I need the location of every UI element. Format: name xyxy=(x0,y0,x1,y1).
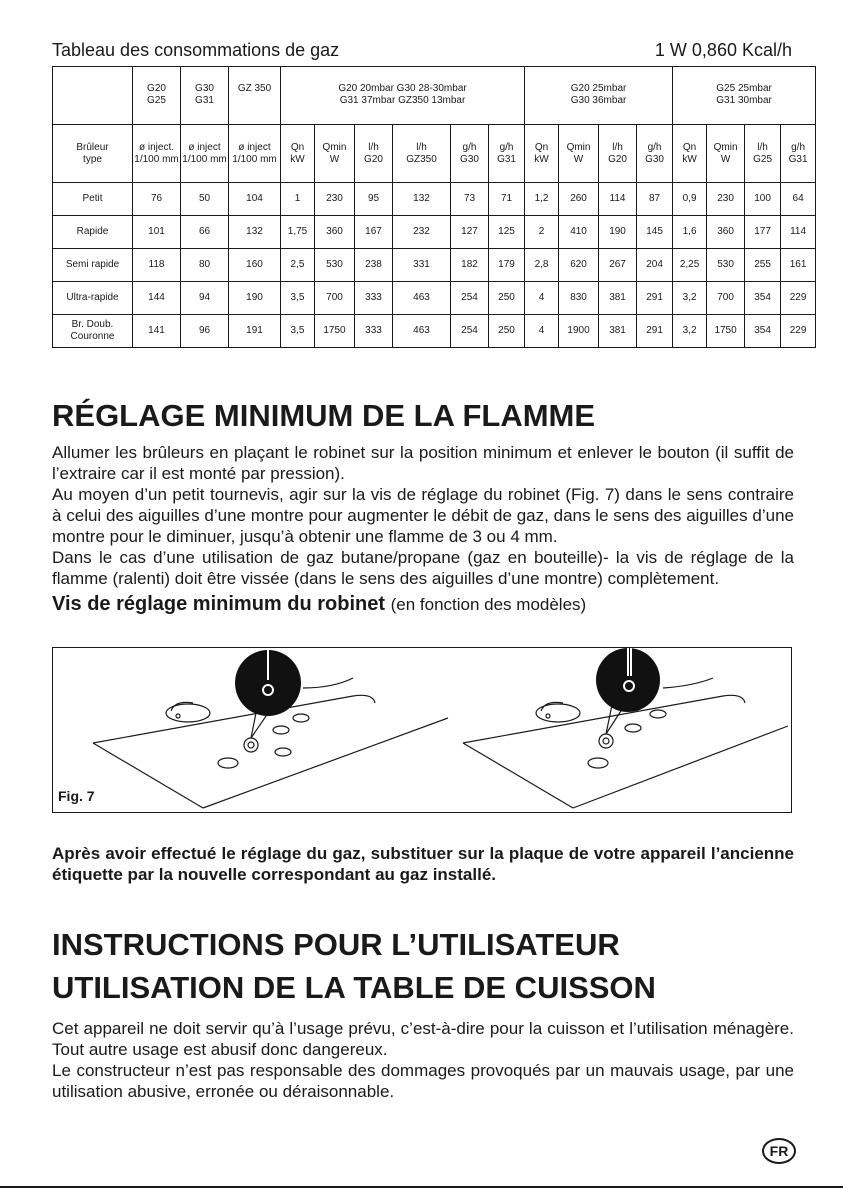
gas-consumption-table xyxy=(52,66,816,348)
table-cell: 161 xyxy=(781,249,816,282)
burner-type-cell: Semi rapide xyxy=(53,249,133,282)
table-cell: 50 xyxy=(181,183,229,216)
table-cell: 230 xyxy=(315,183,355,216)
subheader-cell: g/h G30 xyxy=(451,125,489,183)
table-cell: 1900 xyxy=(559,315,599,348)
subheader-cell: l/h G25 xyxy=(745,125,781,183)
table-cell: 238 xyxy=(355,249,393,282)
table-cell: 463 xyxy=(393,315,451,348)
user-section-subtitle: UTILISATION DE LA TABLE DE CUISSON xyxy=(52,970,656,1005)
table-cell: 1 xyxy=(281,183,315,216)
burner-type-cell: Petit xyxy=(53,183,133,216)
table-cell: 182 xyxy=(451,249,489,282)
subheader-cell: Qmin W xyxy=(315,125,355,183)
table-cell: 254 xyxy=(451,315,489,348)
table-cell: 1,6 xyxy=(673,216,707,249)
screw-subtitle xyxy=(52,593,586,616)
user-paragraph-2: Le constructeur n’est pas responsable des dommages provoqués par un mauvais usage, par une utilisation abusive, erronée ou déraisonnable. xyxy=(52,1061,794,1101)
table-cell: 141 xyxy=(133,315,181,348)
table-cell: 331 xyxy=(393,249,451,282)
table-caption xyxy=(52,40,792,64)
table-cell: 114 xyxy=(599,183,637,216)
table-cell: 530 xyxy=(315,249,355,282)
flame-paragraph-2: Au moyen d’un petit tournevis, agir sur la vis de réglage du robinet (Fig. 7) dans le sens contraire à celui des aiguilles d’une montre pour augmenter le débit de gaz, dans le sens des aiguilles d’une montre pour le diminuer, jusqu’à obtenir une flamme de 3 ou 4 mm. xyxy=(52,485,794,546)
subheader-cell: g/h G30 xyxy=(637,125,673,183)
burner-type-cell: Ultra-rapide xyxy=(53,282,133,315)
subheader-cell: g/h G31 xyxy=(489,125,525,183)
table-cell: 94 xyxy=(181,282,229,315)
table-cell: 700 xyxy=(707,282,745,315)
table-cell: 1750 xyxy=(707,315,745,348)
subheader-cell: Qmin W xyxy=(707,125,745,183)
table-cell: 100 xyxy=(745,183,781,216)
table-cell: 4 xyxy=(525,315,559,348)
table-cell: 177 xyxy=(745,216,781,249)
subheader-cell: l/h GZ350 xyxy=(393,125,451,183)
header-group-1: G20 20mbar G30 28-30mbar G31 37mbar GZ350 13mbar xyxy=(281,67,525,125)
subheader-cell: Brûleur type xyxy=(53,125,133,183)
subheader-cell: l/h G20 xyxy=(355,125,393,183)
table-cell: 125 xyxy=(489,216,525,249)
table-cell: 191 xyxy=(229,315,281,348)
table-row xyxy=(53,183,816,216)
subheader-cell: l/h G20 xyxy=(599,125,637,183)
table-cell: 291 xyxy=(637,282,673,315)
table-cell: 354 xyxy=(745,282,781,315)
table-cell: 3,2 xyxy=(673,315,707,348)
screw-subtitle-bold: Vis de réglage minimum du robinet xyxy=(52,593,386,615)
table-cell: 250 xyxy=(489,315,525,348)
subheader-cell: Qmin W xyxy=(559,125,599,183)
burner-type-cell: Br. Doub. Couronne xyxy=(53,315,133,348)
table-cell: 333 xyxy=(355,282,393,315)
table-cell: 132 xyxy=(229,216,281,249)
header-group-3: G25 25mbar G31 30mbar xyxy=(673,67,816,125)
subheader-cell: Qn kW xyxy=(673,125,707,183)
subheader-cell: ø inject 1/100 mm xyxy=(181,125,229,183)
table-cell: 360 xyxy=(315,216,355,249)
table-cell: 229 xyxy=(781,315,816,348)
table-cell: 620 xyxy=(559,249,599,282)
screw-subtitle-note: (en fonction des modèles) xyxy=(390,595,587,614)
table-cell: 167 xyxy=(355,216,393,249)
table-cell: 1750 xyxy=(315,315,355,348)
flame-paragraph-1: Allumer les brûleurs en plaçant le robinet sur la position minimum et enlever le bouton (il suffit de l’extraire car il est monté par pression). xyxy=(52,443,794,483)
table-cell: 160 xyxy=(229,249,281,282)
subheader-cell: g/h G31 xyxy=(781,125,816,183)
header-gz350: GZ 350 xyxy=(229,67,281,125)
table-cell: 76 xyxy=(133,183,181,216)
table-cell: 700 xyxy=(315,282,355,315)
table-cell: 2,25 xyxy=(673,249,707,282)
table-cell: 360 xyxy=(707,216,745,249)
table-row xyxy=(53,249,816,282)
table-row xyxy=(53,315,816,348)
table-cell: 80 xyxy=(181,249,229,282)
table-cell: 250 xyxy=(489,282,525,315)
table-cell: 145 xyxy=(637,216,673,249)
table-cell: 1,75 xyxy=(281,216,315,249)
table-cell: 291 xyxy=(637,315,673,348)
table-cell: 0,9 xyxy=(673,183,707,216)
table-cell: 73 xyxy=(451,183,489,216)
table-cell: 3,5 xyxy=(281,282,315,315)
table-row xyxy=(53,282,816,315)
table-cell: 71 xyxy=(489,183,525,216)
subheader-cell: Qn kW xyxy=(525,125,559,183)
table-cell: 410 xyxy=(559,216,599,249)
header-g20-g25: G20 G25 xyxy=(133,67,181,125)
table-cell: 104 xyxy=(229,183,281,216)
subheader-cell: ø inject 1/100 mm xyxy=(229,125,281,183)
table-cell: 830 xyxy=(559,282,599,315)
language-badge: FR xyxy=(762,1138,796,1164)
table-cell: 66 xyxy=(181,216,229,249)
after-adjustment-note: Après avoir effectué le réglage du gaz, substituer sur la plaque de votre appareil l’ancienne étiquette par la nouvelle correspondant au gaz installé. xyxy=(52,844,794,884)
table-cell: 229 xyxy=(781,282,816,315)
table-cell: 127 xyxy=(451,216,489,249)
table-title: Tableau des consommations de gaz xyxy=(52,40,340,60)
table-cell: 190 xyxy=(599,216,637,249)
table-cell: 87 xyxy=(637,183,673,216)
table-cell: 190 xyxy=(229,282,281,315)
table-cell: 381 xyxy=(599,315,637,348)
table-cell: 3,2 xyxy=(673,282,707,315)
table-cell: 64 xyxy=(781,183,816,216)
table-cell: 232 xyxy=(393,216,451,249)
table-cell: 354 xyxy=(745,315,781,348)
table-cell: 132 xyxy=(393,183,451,216)
subheader-cell: Qn kW xyxy=(281,125,315,183)
table-cell: 260 xyxy=(559,183,599,216)
table-cell: 1,2 xyxy=(525,183,559,216)
figure-7 xyxy=(52,647,792,813)
burner-type-cell: Rapide xyxy=(53,216,133,249)
table-cell: 144 xyxy=(133,282,181,315)
table-subheader-row xyxy=(53,125,816,183)
table-row xyxy=(53,216,816,249)
table-cell: 230 xyxy=(707,183,745,216)
conversion-note: 1 W 0,860 Kcal/h xyxy=(654,40,792,60)
table-cell: 4 xyxy=(525,282,559,315)
flame-paragraph-3: Dans le cas d’une utilisation de gaz butane/propane (gaz en bouteille)- la vis de réglage de la flamme (ralenti) doit être vissée (dans le sens des aiguilles d’une montre) complètement. xyxy=(52,548,794,588)
subheader-cell: ø inject. 1/100 mm xyxy=(133,125,181,183)
table-cell: 255 xyxy=(745,249,781,282)
table-cell: 101 xyxy=(133,216,181,249)
table-cell: 463 xyxy=(393,282,451,315)
burner-illustration xyxy=(53,648,793,814)
table-cell: 381 xyxy=(599,282,637,315)
table-cell: 118 xyxy=(133,249,181,282)
user-paragraph-1: Cet appareil ne doit servir qu’à l’usage prévu, c’est-à-dire pour la cuisson et l’utilisation ménagère. Tout autre usage est abusif donc dangereux. xyxy=(52,1019,794,1059)
table-cell: 2,5 xyxy=(281,249,315,282)
table-cell: 114 xyxy=(781,216,816,249)
table-cell: 96 xyxy=(181,315,229,348)
table-cell: 2,8 xyxy=(525,249,559,282)
bottom-rule xyxy=(0,1186,843,1188)
table-cell: 3,5 xyxy=(281,315,315,348)
table-cell: 179 xyxy=(489,249,525,282)
table-cell: 204 xyxy=(637,249,673,282)
table-cell: 530 xyxy=(707,249,745,282)
table-header-row xyxy=(53,67,816,125)
table-cell: 2 xyxy=(525,216,559,249)
header-empty-cell xyxy=(53,67,133,125)
flame-section-title: RÉGLAGE MINIMUM DE LA FLAMME xyxy=(52,398,596,433)
table-cell: 333 xyxy=(355,315,393,348)
table-cell: 254 xyxy=(451,282,489,315)
user-section-title: INSTRUCTIONS POUR L’UTILISATEUR xyxy=(52,927,620,962)
figure-label: Fig. 7 xyxy=(58,788,95,804)
table-cell: 95 xyxy=(355,183,393,216)
header-g30-g31: G30 G31 xyxy=(181,67,229,125)
header-group-2: G20 25mbar G30 36mbar xyxy=(525,67,673,125)
table-cell: 267 xyxy=(599,249,637,282)
